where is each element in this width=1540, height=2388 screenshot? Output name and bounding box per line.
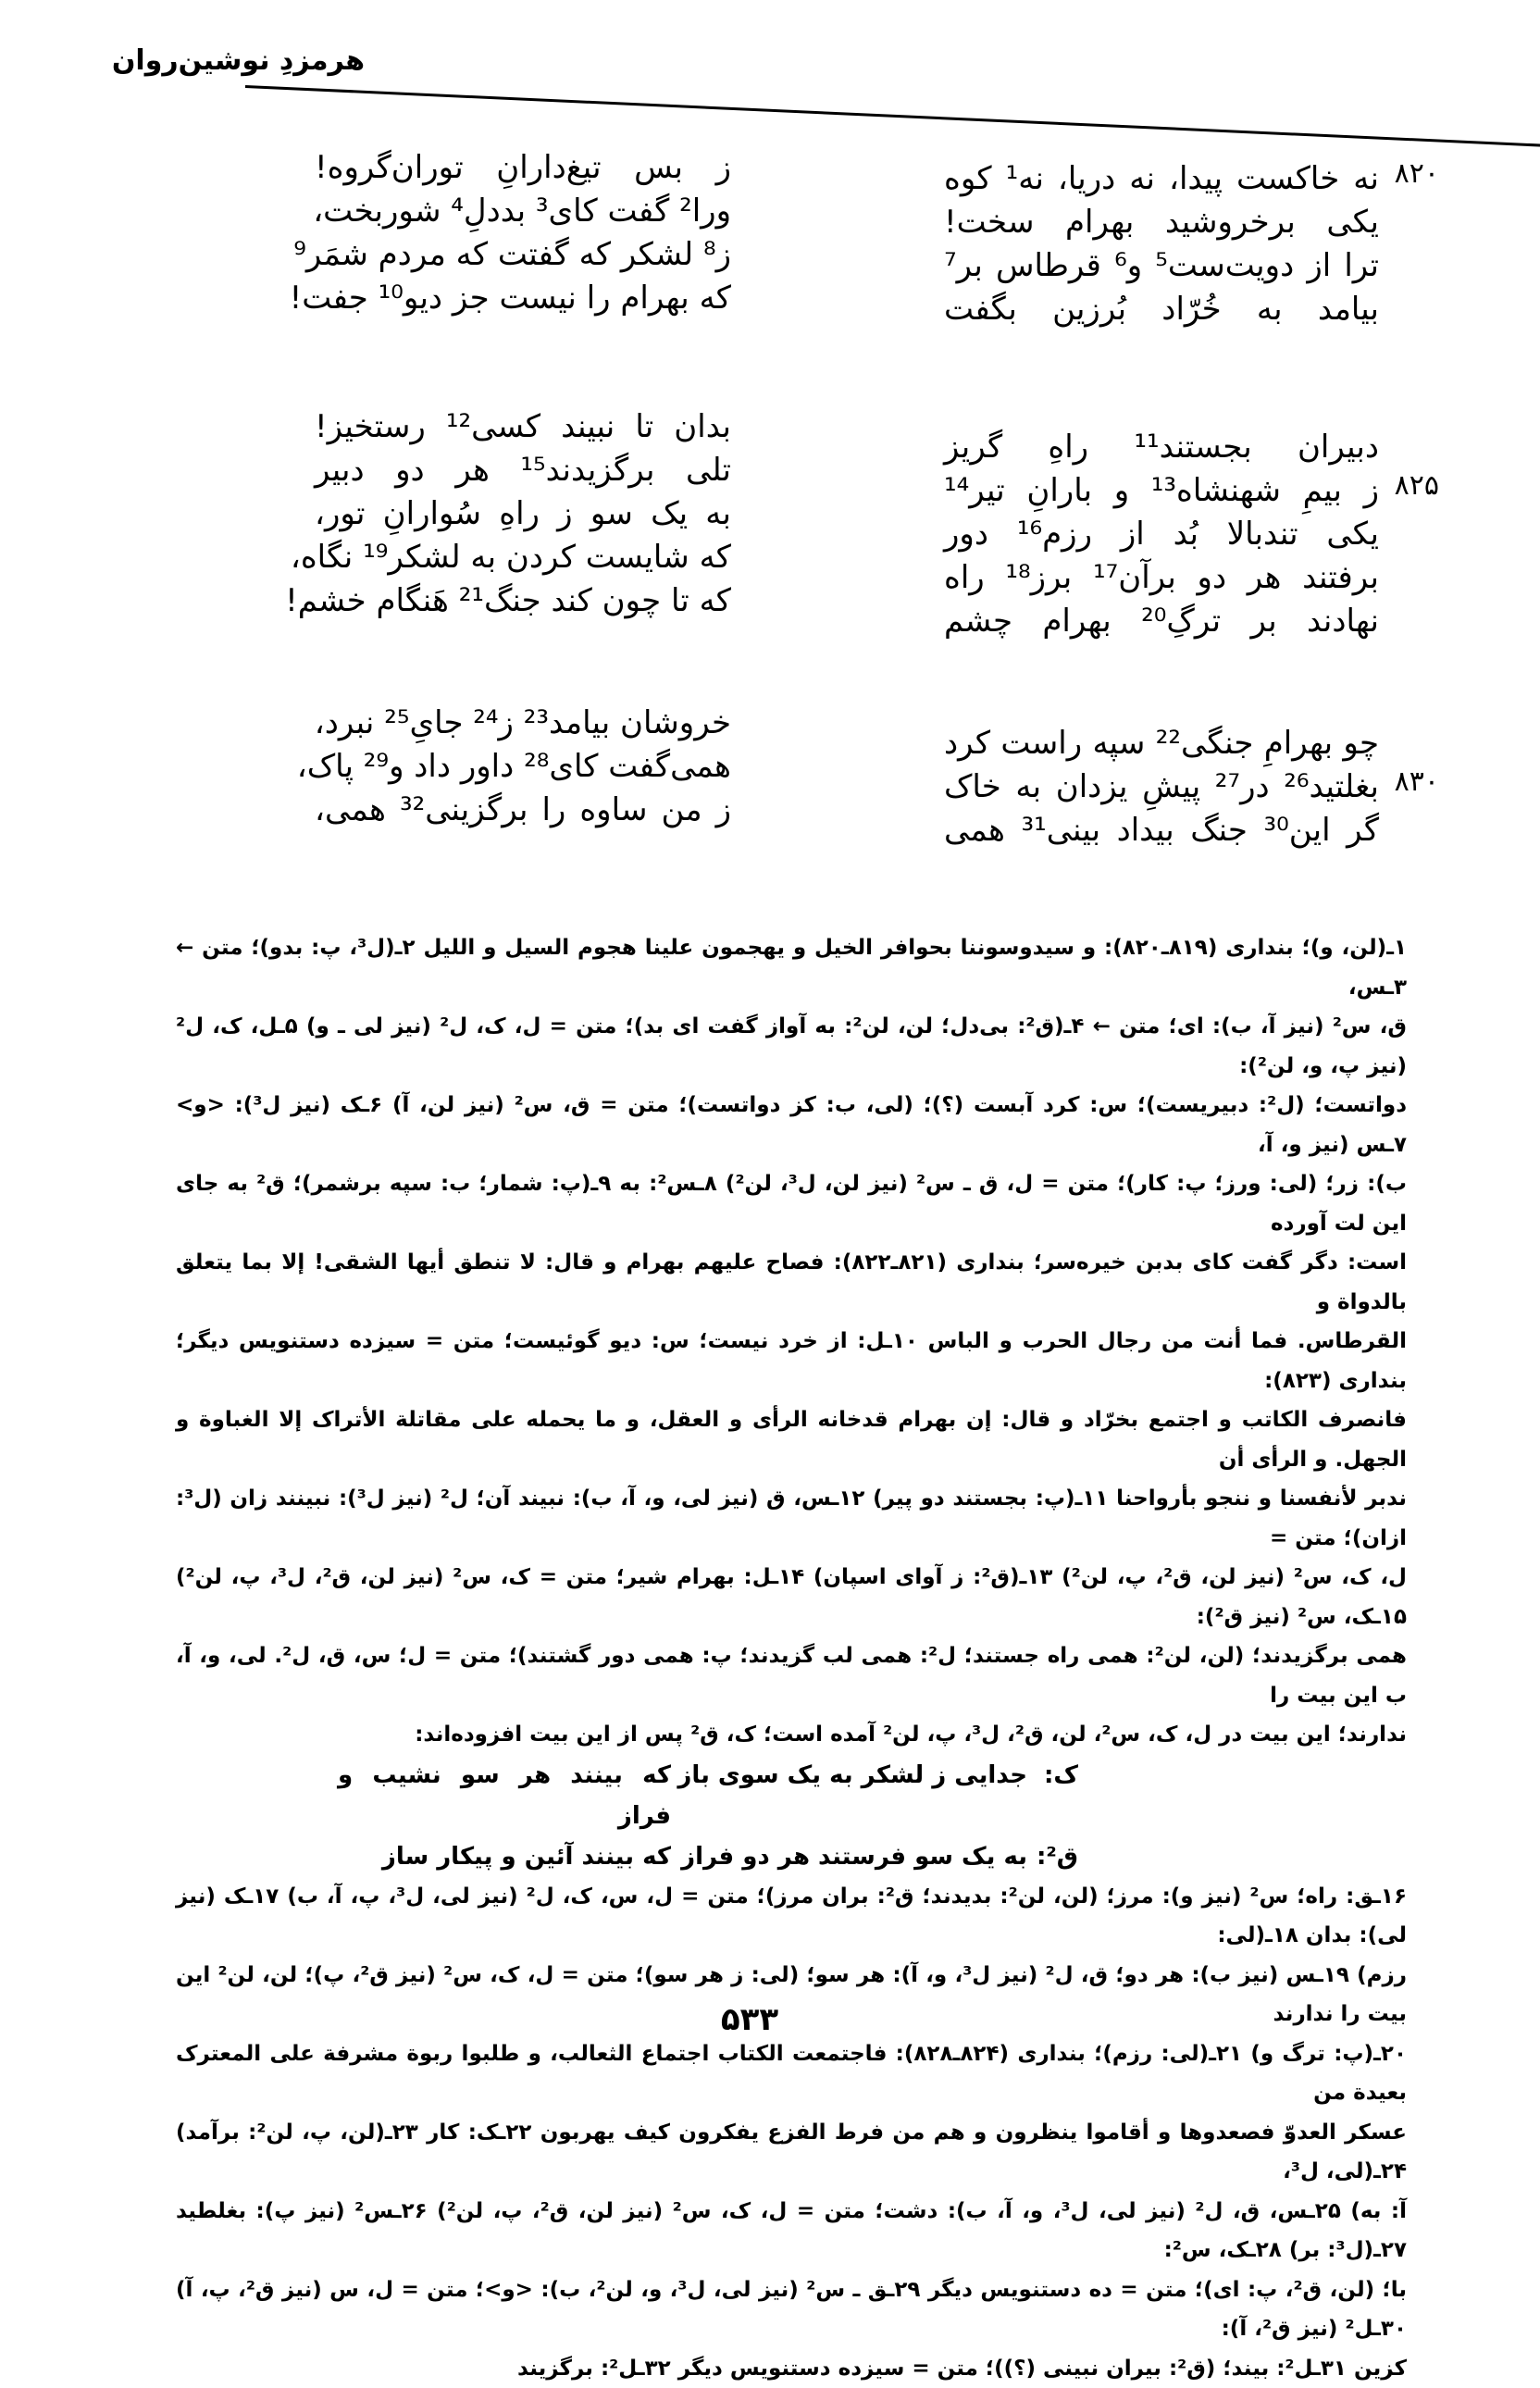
hemistich: ترا از دویت‌ست⁵ و⁶ قرطاس بر⁷ [944, 244, 1379, 288]
manuscript-siglum: ق²: [1027, 1836, 1078, 1877]
hemistich: نهادند بر ترگِ²⁰ بهرام چشم [944, 600, 1379, 643]
hemistich: که بینند هر سو نشیب و فراز [338, 1755, 671, 1836]
hemistich: جدایی ز لشکر به یک سوی باز [671, 1755, 1027, 1836]
hemistich: ز من ساوه را برگزینی³² همی، [315, 789, 731, 832]
footnote-line: دواتست؛ (ل²: دبیریست)؛ س: کرد آبست (؟)؛ (لی، ب: کز دواتست)؛ متن = ق، س² (نیز لن، آ) ۶ـک (نیز ل³): <و> ۷ـس (نیز و، آ، [176, 1086, 1407, 1164]
first-hemistich-column [944, 157, 1379, 331]
hemistich: بیامد به خُرّاد بُرزین بگفت [944, 288, 1379, 331]
footnote-line: ق، س² (نیز آ، ب): ای؛ متن ← ۴ـ(ق²: بی‌دل؛ لن، لن²: به آواز گفت ای بد)؛ متن = ل، ک، ل² (نیز لی ـ و) ۵ـل، ک، ل² (نیز پ، و، لن²): [176, 1007, 1407, 1086]
footnote-line: ندبر لأنفسنا و ننجو بأرواحنا ۱۱ـ(پ: بجستند دو پیر) ۱۲ـس، ق (نیز لی، و، آ، ب): نبیند آن؛ ل² (نیز ل³): نبینند زان (ل³: ازان)؛ متن = [176, 1479, 1407, 1558]
footnote-line: ب): زر؛ (لی: ورز؛ پ: کار)؛ متن = ل، ق ـ س² (نیز لن، ل³، لن²) ۸ـس²: به ۹ـ(پ: شمار؛ ب: سپه برشمر)؛ ق² به جای این لت آورده [176, 1164, 1407, 1243]
first-hemistich-column [944, 426, 1379, 643]
hemistich: بغلتید²⁶ در²⁷ پیشِ یزدان به خاک [944, 765, 1379, 809]
hemistich: ز بس تیغ‌دارانِ توران‌گروه! [315, 146, 731, 190]
running-title: هرمزدِ نوشین‌روان [87, 44, 365, 77]
hemistich: خروشان بیامد²³ ز²⁴ جایِ²⁵ نبرد، [315, 702, 731, 745]
hemistich: دبیران بجستند¹¹ راهِ گریز [944, 426, 1379, 469]
footnote-line: عسکر العدوّ فصعدوها و أقاموا ینظرون و هم من فرط الفزع یفکرون کیف یهربون ۲۲ـک: کار ۲۳ـ(لن، پ، لن²: برآمد) ۲۴ـ(لی، ل³، [176, 2113, 1407, 2192]
first-hemistich-column [944, 722, 1379, 852]
footnote-line: کزین ۳۱ـل²: بیند؛ (ق²: بیران نبینی (؟))؛ متن = سیزده دستنویس دیگر ۳۲ـل²: برگزیند [176, 2349, 1407, 2388]
footnote-line: ندارند؛ این بیت در ل، ک، س²، لن، ق²، ل³، پ، لن² آمده است؛ ک، ق² پس از این بیت افزوده‌اند: [176, 1715, 1407, 1755]
hemistich: یکی برخروشید بهرام سخت! [944, 201, 1379, 244]
second-hemistich-column [315, 405, 731, 623]
header-rule [245, 85, 1540, 147]
footnote-line: فانصرف الکاتب و اجتمع بخرّاد و قال: إن بهرام قدخانه الرأی و العقل، و ما یحمله علی مقاتلة الأتراک إلا الغباوة و الجهل. و الرأی أن [176, 1400, 1407, 1479]
poem-body [315, 157, 1379, 898]
hemistich: چو بهرامِ جنگی²² سپه راست کرد [944, 722, 1379, 765]
hemistich: به یک سو ز راهِ سُوارانِ تور، [315, 492, 731, 536]
footnote-line: ل، ک، س² (نیز لن، ق²، پ، لن²) ۱۳ـ(ق²: ز آوای اسپان) ۱۴ـل: بهرام شیر؛ متن = ک، س² (نیز لن، ق²، ل³، پ، لن²) ۱۵ـک، س² (نیز ق²): [176, 1558, 1407, 1636]
hemistich: یکی تندبالا بُد از رزم¹⁶ دور [944, 513, 1379, 556]
verse-number: ۸۳۰ [1384, 765, 1439, 798]
variant-couplet [176, 1836, 1078, 1877]
hemistich: گر این³⁰ جنگ بیداد بینی³¹ همی [944, 809, 1379, 852]
hemistich: که تا چون کند جنگ²¹ هَنگام خشم! [315, 579, 731, 623]
hemistich: ورا² گفت کای³ بددلِ⁴ شوربخت، [315, 190, 731, 233]
hemistich: تلی برگزیدند¹⁵ هر دو دبیر [315, 449, 731, 492]
manuscript-siglum: ک: [1027, 1755, 1078, 1836]
hemistich: همی‌گفت کای²⁸ داور داد و²⁹ پاک، [315, 745, 731, 789]
hemistich: که بهرام را نیست جز دیو¹⁰ جفت! [315, 277, 731, 320]
footnote-line: رزم) ۱۹ـس (نیز ب): هر دو؛ ق، ل² (نیز ل³، و، آ): هر سو؛ (لی: ز هر سو)؛ متن = ل، ک، س² (نیز ق²، پ)؛ لن، لن² این بیت را ندارند [176, 1956, 1407, 2034]
hemistich: بدان تا نبیند کسی¹² رستخیز! [315, 405, 731, 449]
hemistich: ز بیمِ شهنشاه¹³ و بارانِ تیر¹⁴ [944, 469, 1379, 513]
footnote-line: همی برگزیدند؛ (لن، لن²: همی راه جستند؛ ل²: همی لب گزیدند؛ پ: همی دور گشتند)؛ متن = ل؛ س، ق، ل². لی، و، آ، ب این بیت را [176, 1636, 1407, 1715]
verse-number: ۸۲۰ [1384, 157, 1439, 190]
hemistich: ز⁸ لشکر که گفتت که مردم شمَر⁹ [315, 233, 731, 277]
footnote-line: آ: به) ۲۵ـس، ق، ل² (نیز لی، ل³، و، آ، ب): دشت؛ متن = ل، ک، س² (نیز لن، ق²، پ، لن²) ۲۶ـس² (نیز پ): بغلطید ۲۷ـ(ل³: بر) ۲۸ـک، س²: [176, 2192, 1407, 2270]
footnote-line: با؛ (لن، ق²، پ: ای)؛ متن = ده دستنویس دیگر ۲۹ـق ـ س² (نیز لی، ل³، و، لن²، ب): <و>؛ متن = ل، س (نیز ق²، پ، آ) ۳۰ـل² (نیز ق²، آ): [176, 2270, 1407, 2349]
footnote-line: القرطاس. فما أنت من رجال الحرب و الباس ۱۰ـل: از خرد نیست؛ س: دیو گوئیست؛ متن = سیزده دستنویس دیگر؛ بنداری (۸۲۳): [176, 1322, 1407, 1400]
page-number: ۵۳۳ [685, 2001, 814, 2038]
verse-number: ۸۲۵ [1384, 469, 1439, 502]
footnote-line: ۱۶ـق: راه؛ س² (نیز و): مرز؛ (لن، لن²: بدیدند؛ ق²: بران مرز)؛ متن = ل، س، ک، ل² (نیز لی، ل³، پ، آ، ب) ۱۷ـک (نیز لی): بدان ۱۸ـ(لی: [176, 1877, 1407, 1956]
second-hemistich-column [315, 146, 731, 320]
hemistich: که بینند آئین و پیکار ساز [338, 1836, 671, 1877]
footnote-line: ۱ـ(لن، و)؛ بنداری (۸۱۹ـ۸۲۰): و سیدوسوننا بحوافر الخیل و یهجمون علینا هجوم السیل و اللیل ۲ـ(ل³، پ: بدو)؛ متن ← ۳ـس، [176, 928, 1407, 1007]
hemistich: برفتند هر دو برآن¹⁷ برز¹⁸ راه [944, 556, 1379, 600]
footnote-line: است: دگر گفت کای بدبن خیره‌سر؛ بنداری (۸۲۱ـ۸۲۲): فصاح علیهم بهرام و قال: لا تنطق أیها الشقی! إلا بما یتعلق بالدواة و [176, 1243, 1407, 1322]
hemistich: به یک سو فرستند هر دو فراز [671, 1836, 1027, 1877]
second-hemistich-column [315, 702, 731, 832]
critical-apparatus [176, 928, 1407, 2388]
hemistich: نه خاکست پیدا، نه دریا، نه¹ کوه [944, 157, 1379, 201]
variant-couplet [176, 1755, 1078, 1836]
hemistich: که شایست کردن به لشکر¹⁹ نگاه، [315, 536, 731, 579]
footnote-line: ۲۰ـ(پ: ترگ و) ۲۱ـ(لی: رزم)؛ بنداری (۸۲۴ـ۸۲۸): فاجتمعت الکتاب اجتماع الثعالب، و طلبوا ربوة مشرفة علی المعترک بعیدة من [176, 2034, 1407, 2113]
